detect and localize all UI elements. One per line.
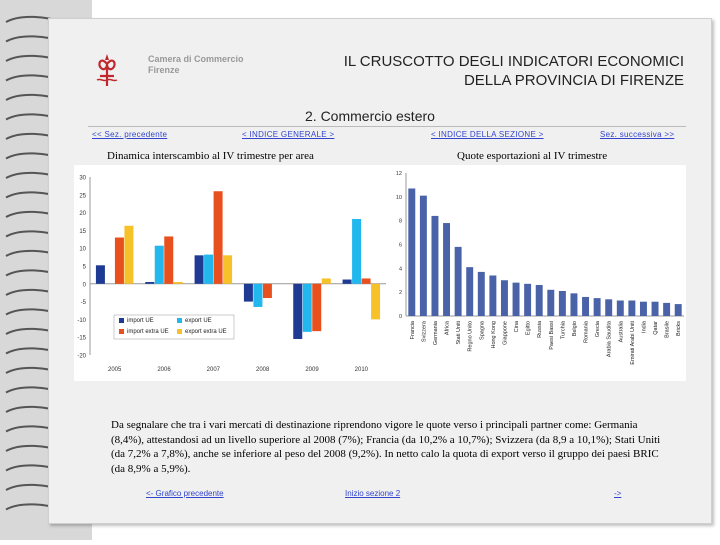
x-tick-label: Stati Uniti — [456, 321, 463, 345]
x-tick-label: 2006 — [157, 367, 171, 373]
legend-swatch — [177, 318, 182, 323]
share-bar — [524, 284, 531, 316]
bar-export-extra-ue — [124, 226, 133, 284]
legend-swatch — [119, 329, 124, 334]
bar-import-extra-ue — [362, 278, 371, 283]
logo-line-2: Firenze — [148, 65, 180, 75]
bar-export-ue — [303, 284, 312, 332]
next-section-link[interactable]: Sez. successiva >> — [600, 130, 675, 139]
legend — [114, 315, 234, 339]
export-share-chart — [390, 165, 686, 381]
x-tick-label: 2005 — [107, 367, 122, 373]
y-tick-label: 0 — [398, 314, 402, 320]
x-tick-label: Spagna — [479, 321, 486, 340]
bar-export-extra-ue — [223, 255, 232, 283]
bar-import-ue — [96, 265, 105, 284]
bar-import-ue — [293, 284, 302, 339]
x-tick-label: Africa — [444, 321, 451, 336]
share-bar — [420, 196, 427, 316]
bar-export-extra-ue — [322, 278, 331, 283]
legend-swatch — [177, 329, 182, 334]
section-start-link[interactable]: Inizio sezione 2 — [345, 489, 401, 498]
x-tick-label: India — [641, 321, 648, 333]
share-bar — [628, 301, 635, 316]
share-bar — [478, 272, 485, 316]
x-tick-label: Paesi Bassi — [548, 321, 555, 350]
legend-label: export UE — [185, 318, 212, 324]
x-tick-label: 2008 — [255, 367, 270, 373]
y-tick-label: 0 — [82, 282, 86, 289]
bar-export-extra-ue — [174, 282, 183, 284]
x-tick-label: 2010 — [354, 367, 369, 373]
logo-text — [148, 54, 244, 76]
x-tick-label: Cina — [514, 321, 521, 333]
x-tick-label: Brasile — [664, 321, 671, 338]
y-tick-label: 30 — [79, 175, 86, 182]
general-index-link[interactable]: < INDICE GENERALE > — [242, 130, 335, 139]
share-bar — [617, 301, 624, 316]
legend-label: export extra UE — [185, 329, 227, 335]
x-tick-label: Turchia — [560, 321, 567, 340]
x-tick-label: Hong Kong — [490, 321, 497, 349]
x-tick-label: Regno Unito — [467, 321, 474, 352]
bar-import-extra-ue — [164, 236, 173, 283]
commentary-paragraph: Da segnalare che tra i vari mercati di destinazione riprendono vigore le quote verso i principali partner come: Germania (8,4%), attestandosi ad un livello superiore al 2008 (7%); Francia (da 10,2% a 10,7%); Svizzera (da 8,9 a 10,1%); Stati Uniti (da 7,2% a 7,8%), anche se inferiore al peso del 2008 (9,2%). In netto calo la quota di export verso il gruppo dei paesi BRIC (da 8,9% a 5,9%). — [111, 419, 661, 475]
share-bar — [466, 267, 473, 316]
y-tick-label: -15 — [77, 335, 86, 342]
x-tick-label: Egitto — [525, 321, 532, 336]
share-bar — [594, 298, 601, 316]
interchange-chart-svg — [74, 165, 390, 381]
section-subtitle: 2. Commercio estero — [305, 108, 435, 124]
bar-import-extra-ue — [115, 238, 124, 284]
y-tick-label: -10 — [77, 317, 86, 324]
bar-import-extra-ue — [263, 284, 272, 298]
y-tick-label: 5 — [82, 264, 86, 271]
bar-export-extra-ue — [371, 284, 380, 320]
share-bar — [547, 290, 554, 316]
y-tick-label: 25 — [79, 193, 86, 200]
y-tick-label: 20 — [79, 211, 86, 218]
bar-export-ue — [253, 284, 262, 307]
share-bar — [408, 188, 415, 316]
x-tick-label: Arabia Saudita — [606, 321, 613, 358]
y-tick-label: 10 — [395, 194, 402, 201]
x-tick-label: Svizzera — [421, 321, 428, 343]
share-bar — [431, 216, 438, 316]
y-tick-label: 12 — [395, 171, 402, 177]
share-bar — [675, 304, 682, 316]
x-tick-label: 2009 — [305, 367, 319, 373]
page-title — [244, 52, 684, 90]
x-tick-label: Belgio — [571, 321, 578, 337]
share-bar — [501, 280, 508, 316]
bar-import-ue — [195, 255, 204, 283]
share-bar — [443, 223, 450, 316]
section-index-link[interactable]: < INDICE DELLA SEZIONE > — [431, 130, 544, 139]
divider — [88, 126, 686, 127]
lily-icon — [97, 54, 117, 86]
share-bar — [652, 302, 659, 316]
share-bar — [536, 285, 543, 316]
y-tick-label: -20 — [77, 353, 86, 360]
x-tick-label: Romania — [583, 321, 590, 344]
interchange-chart — [74, 165, 390, 381]
y-tick-label: 2 — [398, 290, 402, 297]
bar-export-ue — [352, 219, 361, 284]
x-tick-label: Germania — [432, 321, 439, 346]
share-bar — [559, 291, 566, 316]
x-tick-label: Emirati Arabi Uniti — [629, 321, 636, 365]
x-tick-label: Giappone — [502, 321, 509, 345]
prev-chart-link[interactable]: <- Grafico precedente — [146, 489, 224, 498]
x-tick-label: Australia — [618, 321, 625, 343]
legend-swatch — [119, 318, 124, 323]
title-line-2: DELLA PROVINCIA DI FIRENZE — [463, 72, 684, 89]
left-chart-title: Dinamica interscambio al IV trimestre per area — [107, 150, 314, 162]
y-tick-label: 6 — [398, 242, 402, 249]
export-share-chart-svg — [390, 165, 686, 381]
next-link[interactable]: -> — [614, 489, 622, 498]
right-chart-title: Quote esportazioni al IV trimestre — [457, 150, 608, 162]
share-bar — [640, 302, 647, 316]
share-bar — [455, 247, 462, 316]
share-bar — [570, 293, 577, 316]
x-tick-label: 2007 — [206, 367, 221, 373]
share-bar — [513, 283, 520, 316]
x-tick-label: Bricks — [676, 321, 683, 336]
bar-import-ue — [145, 282, 154, 284]
share-bar — [605, 299, 612, 316]
x-tick-label: Grecia — [595, 321, 602, 338]
bar-export-ue — [155, 246, 164, 284]
share-bar — [663, 303, 670, 316]
prev-section-link[interactable]: << Sez. precedente — [92, 130, 168, 139]
bar-import-extra-ue — [312, 284, 321, 331]
share-bar — [489, 275, 496, 316]
x-tick-label: Qatar — [653, 321, 660, 335]
x-tick-label: Francia — [409, 321, 416, 340]
bar-import-ue — [244, 284, 253, 302]
y-tick-label: 4 — [398, 266, 402, 273]
x-tick-label: Russia — [537, 321, 544, 338]
y-tick-label: 15 — [79, 228, 86, 235]
logo-line-1: Camera di Commercio — [148, 54, 244, 64]
legend-label: import UE — [127, 318, 154, 324]
y-tick-label: 10 — [79, 246, 86, 253]
y-tick-label: -5 — [80, 300, 86, 307]
y-tick-label: 8 — [398, 218, 402, 225]
title-line-1: IL CRUSCOTTO DEGLI INDICATORI ECONOMICI — [343, 53, 684, 70]
bar-import-extra-ue — [214, 191, 223, 284]
bar-export-ue — [204, 255, 213, 284]
bar-import-ue — [343, 280, 352, 284]
share-bar — [582, 297, 589, 316]
legend-label: import extra UE — [127, 329, 169, 335]
